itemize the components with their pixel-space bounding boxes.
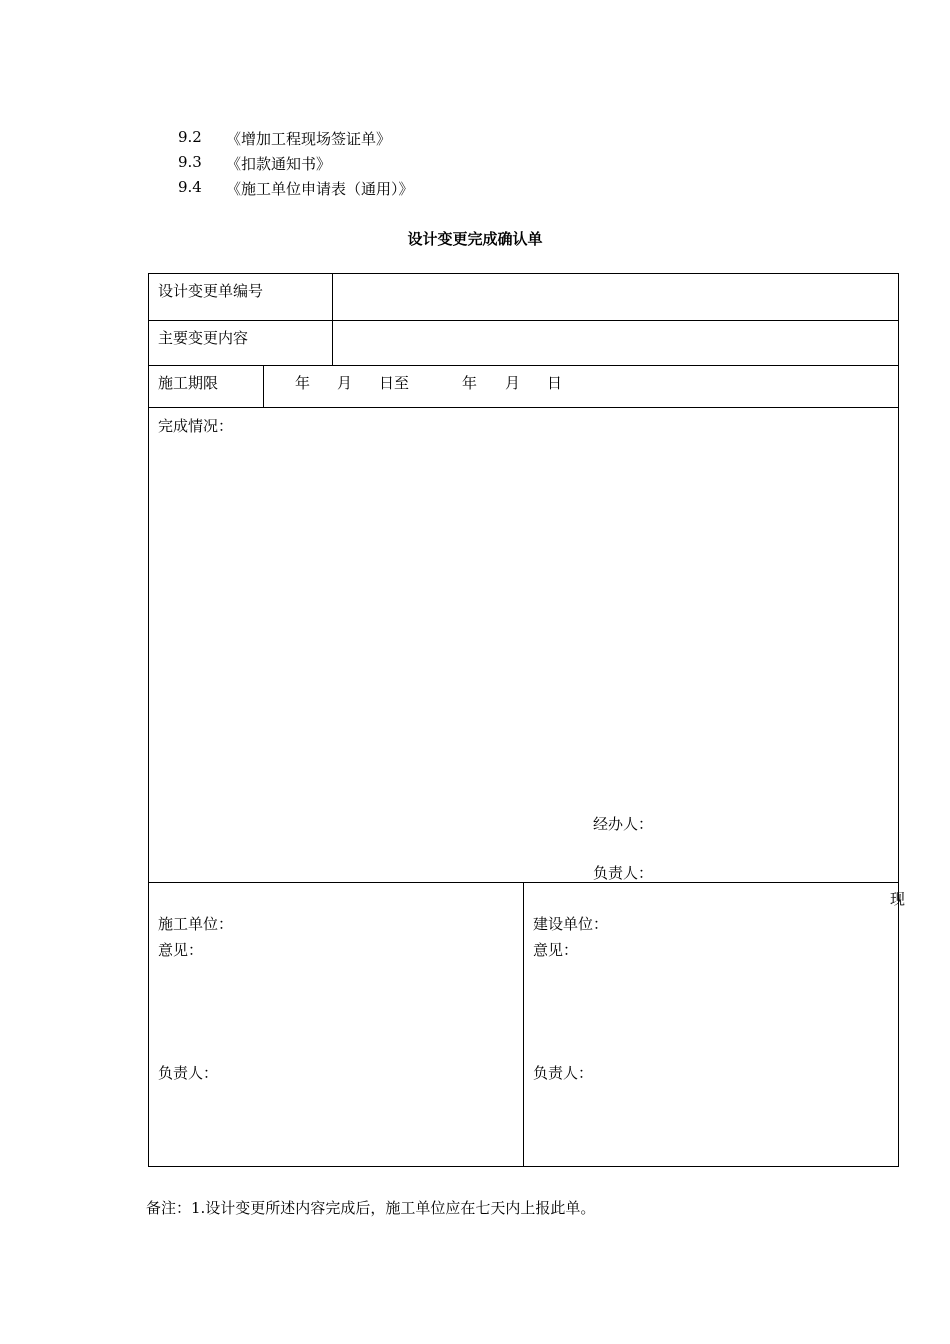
list-item-number: 9.2 bbox=[178, 128, 202, 146]
period-label: 施工期限 bbox=[158, 374, 219, 392]
completion-label: 完成情况： bbox=[158, 417, 234, 435]
list-item-number: 9.3 bbox=[178, 153, 202, 171]
change-content-field[interactable] bbox=[334, 321, 897, 365]
list-item-text: 《扣款通知书》 bbox=[226, 155, 332, 173]
responsible-label: 负责人： bbox=[593, 864, 654, 882]
period-start-year: 年 bbox=[295, 374, 311, 392]
completion-field[interactable] bbox=[149, 440, 898, 800]
owner-opinion-label: 意见： bbox=[533, 941, 579, 959]
footnote: 备注：1.设计变更所述内容完成后，施工单位应在七天内上报此单。 bbox=[146, 1199, 596, 1217]
owner-unit-label: 建设单位： bbox=[533, 915, 609, 933]
stray-character: 现 bbox=[890, 890, 906, 908]
period-start-day-to: 日至 bbox=[379, 374, 410, 392]
contractor-unit-label: 施工单位： bbox=[158, 915, 234, 933]
column-divider bbox=[523, 882, 524, 1167]
owner-responsible-label: 负责人： bbox=[533, 1064, 594, 1082]
period-start-month: 月 bbox=[337, 374, 353, 392]
column-divider bbox=[332, 273, 333, 366]
row-divider bbox=[148, 365, 899, 366]
row-divider bbox=[148, 407, 899, 408]
list-item-number: 9.4 bbox=[178, 178, 202, 196]
change-number-field[interactable] bbox=[334, 274, 897, 320]
period-end-day: 日 bbox=[547, 374, 563, 392]
contractor-responsible-label: 负责人： bbox=[158, 1064, 219, 1082]
column-divider bbox=[263, 365, 264, 408]
change-number-label: 设计变更单编号 bbox=[158, 282, 264, 300]
list-item-text: 《施工单位申请表（通用）》 bbox=[226, 180, 414, 198]
list-item-text: 《增加工程现场签证单》 bbox=[226, 130, 392, 148]
form-title: 设计变更完成确认单 bbox=[407, 230, 543, 248]
change-content-label: 主要变更内容 bbox=[158, 329, 249, 347]
contractor-opinion-label: 意见： bbox=[158, 941, 204, 959]
period-end-month: 月 bbox=[505, 374, 521, 392]
handler-label: 经办人： bbox=[593, 815, 654, 833]
period-end-year: 年 bbox=[462, 374, 478, 392]
